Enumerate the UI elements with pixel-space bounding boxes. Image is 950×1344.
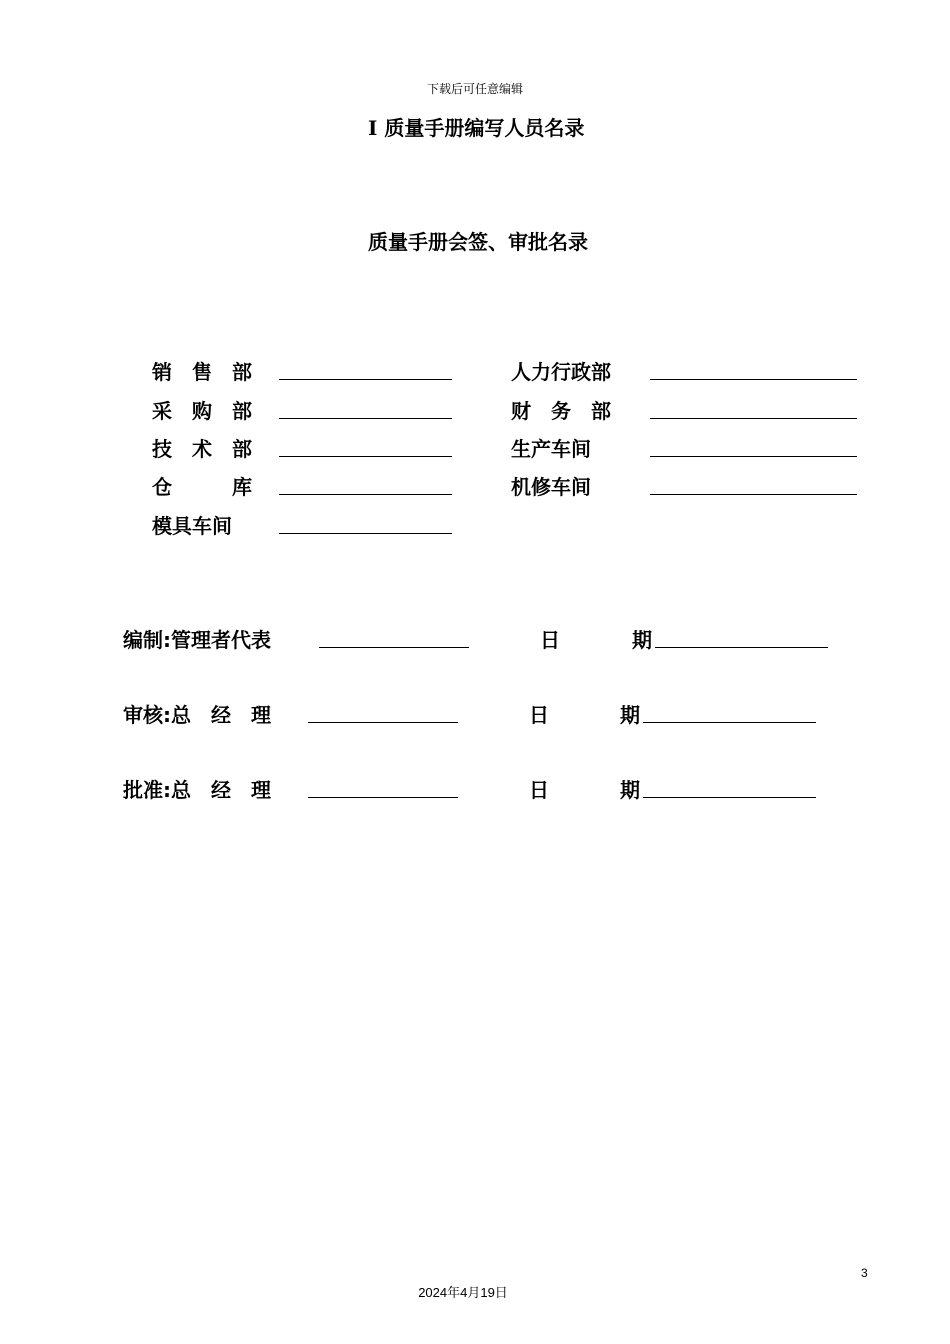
date-label-review-1: 日 (529, 703, 549, 727)
date-label-review-2: 期 (620, 703, 640, 727)
signature-line-warehouse (279, 494, 452, 495)
dept-label-hr-admin: 人力行政部 (511, 360, 611, 384)
header-note: 下载后可任意编辑 (426, 82, 523, 96)
signature-line-compile (319, 647, 469, 648)
approval-role-approve: 批准:总 经 理 (123, 778, 271, 802)
dept-label-maintenance: 机修车间 (511, 475, 591, 499)
dept-label-sales: 销 售 部 (152, 360, 252, 384)
signature-line-production (650, 456, 857, 457)
signature-line-sales (279, 379, 452, 380)
signature-line-finance (650, 418, 857, 419)
date-line-review (643, 722, 816, 723)
dept-label-finance: 财 务 部 (511, 399, 611, 423)
dept-label-mold-workshop: 模具车间 (152, 514, 232, 538)
signature-line-purchasing (279, 418, 452, 419)
main-title: Ⅰ 质量手册编写人员名录 (368, 116, 585, 140)
dept-label-purchasing: 采 购 部 (152, 399, 252, 423)
approval-role-review: 审核:总 经 理 (123, 703, 271, 727)
signature-line-technical (279, 456, 452, 457)
date-label-approve-1: 日 (529, 778, 549, 802)
footer-date: 2024年4月19日 (418, 1285, 508, 1300)
dept-label-warehouse: 仓 库 (152, 475, 252, 499)
dept-label-production: 生产车间 (511, 437, 591, 461)
signature-line-maintenance (650, 494, 857, 495)
signature-line-mold-workshop (279, 533, 452, 534)
signature-line-approve (308, 797, 458, 798)
dept-label-technical: 技 术 部 (152, 437, 252, 461)
date-label-compile-1: 日 (540, 628, 560, 652)
date-label-approve-2: 期 (620, 778, 640, 802)
date-label-compile-2: 期 (632, 628, 652, 652)
date-line-approve (643, 797, 816, 798)
signature-line-review (308, 722, 458, 723)
approval-role-compile: 编制:管理者代表 (123, 628, 271, 652)
sub-title: 质量手册会签、审批名录 (368, 230, 588, 254)
page-number: 3 (861, 1266, 868, 1280)
date-line-compile (655, 647, 828, 648)
signature-line-hr-admin (650, 379, 857, 380)
